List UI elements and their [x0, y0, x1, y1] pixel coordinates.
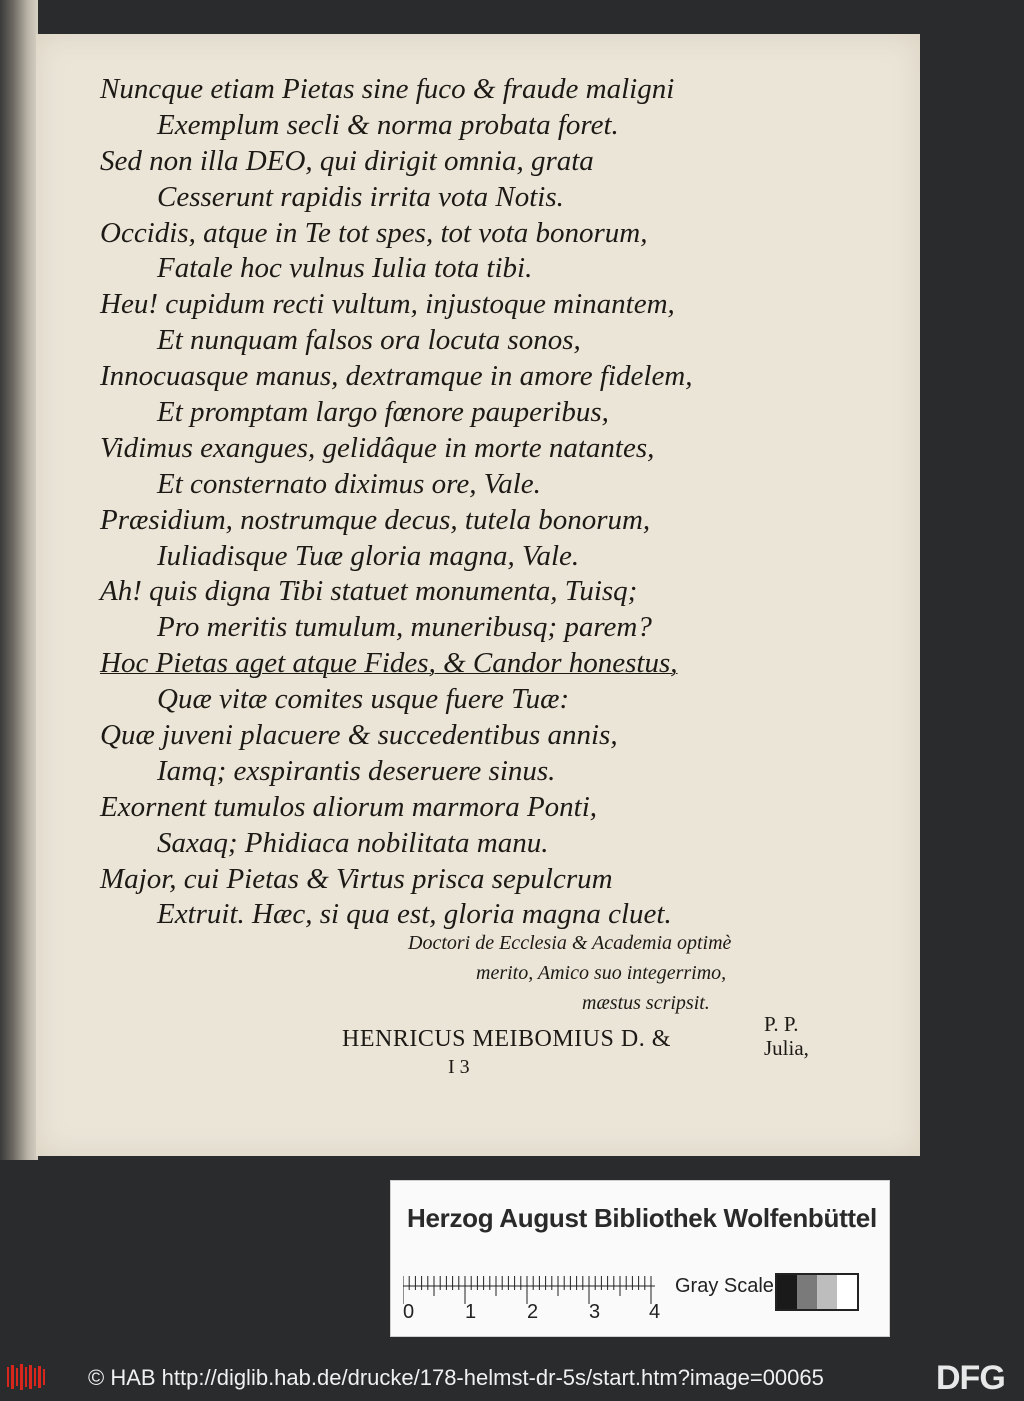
book-spine-edge [0, 0, 38, 1160]
ruler-number: 0 [403, 1301, 415, 1323]
ruler-number: 1 [465, 1301, 477, 1323]
pp-line: P. P. [764, 1012, 799, 1036]
poem-line: Et consternato diximus ore, Vale. [157, 467, 541, 500]
poem-line: Vidimus exangues, gelidâque in morte natantes, [100, 431, 655, 464]
document-page [36, 34, 920, 1156]
signature-mark: I 3 [448, 1056, 470, 1078]
poem-line-underlined [100, 646, 880, 682]
footer-url[interactable]: © HAB http://diglib.hab.de/drucke/178-helmst-dr-5s/start.htm?image=00065 [88, 1365, 824, 1390]
swatch [817, 1275, 837, 1309]
dedication-line: merito, Amico suo integerrimo, [476, 962, 727, 984]
pp-marginal-note [764, 1012, 809, 1060]
catchword: Julia, [764, 1036, 809, 1060]
poem-line-text: Hoc Pietas aget atque Fides, & Candor honestus, [100, 647, 678, 680]
dfg-logo: DFG [936, 1359, 1005, 1397]
swatch [837, 1275, 857, 1309]
poem-line: Nuncque etiam Pietas sine fuco & fraude maligni [100, 73, 675, 105]
swatch [777, 1275, 797, 1309]
poem-line: Sed non illa DEO, qui dirigit omnia, grata [100, 144, 594, 177]
ruler-number: 3 [589, 1301, 601, 1323]
poem-line: Exornent tumulos aliorum marmora Ponti, [100, 790, 598, 823]
poem-line: Præsidium, nostrumque decus, tutela bonorum, [100, 503, 651, 536]
poem-line: Fatale hoc vulnus Iulia tota tibi. [157, 252, 533, 285]
poem-line: Innocuasque manus, dextramque in amore fidelem, [100, 360, 693, 393]
dedication-line: Doctori de Ecclesia & Academia optimè [408, 932, 732, 954]
gray-scale-swatches [775, 1273, 859, 1311]
poem-line: Ah! quis digna Tibi statuet monumenta, Tuisq; [100, 575, 638, 608]
library-name: Herzog August Bibliothek Wolfenbüttel [407, 1203, 877, 1233]
poem-line: Exemplum secli & norma probata foret. [157, 108, 619, 141]
poem-text [100, 72, 880, 933]
poem-line: Occidis, atque in Te tot spes, tot vota bonorum, [100, 216, 648, 249]
poem-line: Iamq; exspirantis deseruere sinus. [157, 754, 556, 787]
poem-line: Heu! cupidum recti vultum, injustoque minantem, [100, 288, 675, 321]
poem-line: Saxaq; Phidiaca nobilitata manu. [157, 826, 549, 859]
poem-line: Quæ vitæ comites usque fuere Tuæ: [157, 683, 570, 716]
ruler-number: 2 [527, 1301, 539, 1323]
color-calibration-card [390, 1180, 890, 1337]
dedication-line: mæstus scripsit. [582, 992, 710, 1014]
gray-scale-label: Gray Scale [675, 1275, 774, 1297]
poem-line: Extruit. Hæc, si qua est, gloria magna cluet. [157, 898, 672, 931]
poem-line: Et promptam largo fœnore pauperibus, [157, 396, 609, 429]
swatch [797, 1275, 817, 1309]
author-name: HENRICUS MEIBOMIUS D. & [342, 1026, 671, 1052]
barcode-logo-icon [6, 1363, 46, 1391]
poem-line: Quæ juveni placuere & succedentibus annis, [100, 719, 618, 752]
poem-line: Cesserunt rapidis irrita vota Notis. [157, 180, 564, 213]
footer-bar [0, 1355, 1024, 1401]
poem-line: Et nunquam falsos ora locuta sonos, [157, 324, 581, 357]
poem-line: Pro meritis tumulum, muneribusq; parem? [157, 611, 652, 644]
ruler-number: 4 [649, 1301, 661, 1323]
poem-line: Major, cui Pietas & Virtus prisca sepulcrum [100, 862, 613, 895]
poem-line: Iuliadisque Tuæ gloria magna, Vale. [157, 539, 580, 572]
